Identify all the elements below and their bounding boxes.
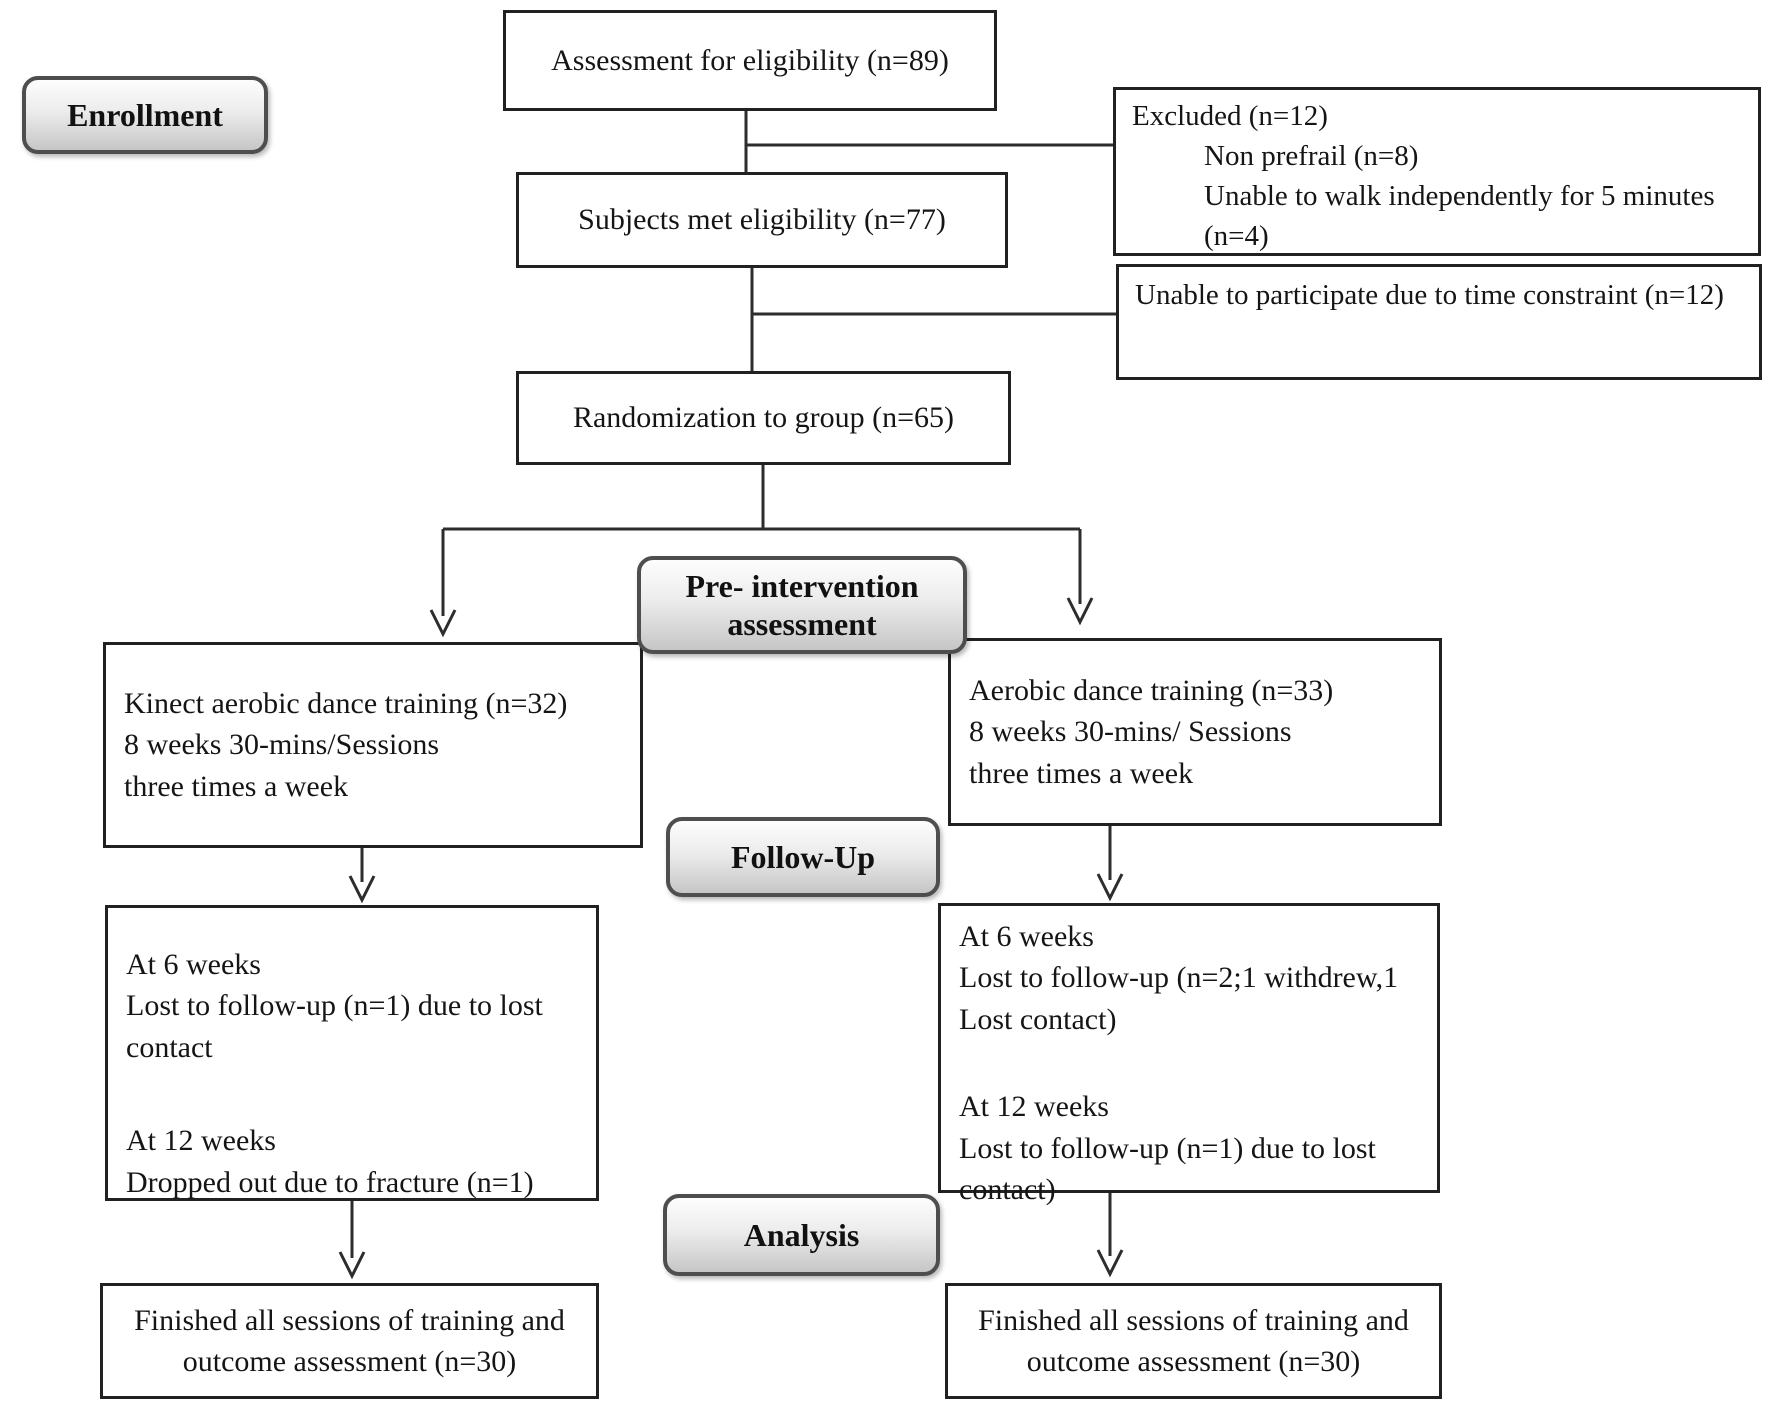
excluded-reason: Non prefrail (n=8) [1204, 140, 1419, 173]
kinect-finished-text: Finished all sessions of training and outcome assessment (n=30) [134, 1303, 565, 1378]
excluded-line: Excluded (n=12) [1132, 100, 1328, 132]
box-randomization-text: Randomization to group (n=65) [572, 401, 955, 435]
kinect-followup-line: At 12 weeks [126, 1124, 276, 1158]
stage-label-enrollment: Enrollment [67, 96, 223, 133]
kinect-followup-line: Lost to follow-up (n=1) due to lost contact [126, 989, 543, 1064]
kinect-followup-line: Dropped out due to fracture (n=1) [126, 1165, 534, 1199]
aerobic-followup-line: Lost to follow-up (n=2;1 withdrew,1 Lost contact) [959, 961, 1399, 1036]
stage-badge-enrollment [22, 76, 268, 154]
box-aerobic-group [948, 638, 1442, 826]
box-aerobic-followup [938, 903, 1440, 1206]
box-kinect-group [103, 642, 643, 848]
aerobic-group-line: Aerobic dance training (n=33) [969, 673, 1334, 707]
stage-label-analysis: Analysis [743, 1216, 860, 1253]
box-aerobic-finished [945, 1283, 1442, 1399]
aerobic-group-line: three times a week [969, 756, 1194, 790]
box-subjects-met-eligibility [516, 172, 1008, 268]
stage-label-pre-intervention: Pre- intervention assessment [685, 567, 919, 642]
aerobic-finished-text: Finished all sessions of training and outcome assessment (n=30) [978, 1303, 1409, 1378]
aerobic-followup-line: At 12 weeks [959, 1090, 1109, 1124]
kinect-group-line: 8 weeks 30-mins/Sessions [124, 728, 439, 762]
excluded-reason: Unable to walk independently for 5 minutes (n=4) [1204, 180, 1715, 253]
stage-badge-pre-intervention [637, 556, 967, 654]
kinect-group-line: Kinect aerobic dance training (n=32) [124, 686, 568, 720]
aerobic-followup-line: Lost to follow-up (n=1) due to lost contact) [959, 1131, 1376, 1206]
box-randomization [516, 371, 1011, 465]
box-eligibility-text: Subjects met eligibility (n=77) [578, 203, 946, 237]
box-time-constraint-text: Unable to participate due to time constraint (n=12) [1135, 279, 1724, 311]
box-kinect-followup [105, 905, 599, 1201]
box-excluded [1113, 87, 1761, 256]
stage-badge-follow-up [666, 817, 940, 897]
box-time-constraint [1116, 264, 1762, 380]
stage-label-follow-up: Follow-Up [731, 838, 875, 875]
kinect-group-line: three times a week [124, 769, 349, 803]
aerobic-followup-line: At 6 weeks [959, 920, 1094, 953]
box-assessment-text: Assessment for eligibility (n=89) [551, 43, 949, 77]
box-assessment-eligibility [503, 10, 997, 111]
stage-badge-analysis [663, 1194, 940, 1276]
box-kinect-finished [100, 1283, 599, 1399]
aerobic-group-line: 8 weeks 30-mins/ Sessions [969, 715, 1292, 749]
kinect-followup-line: At 6 weeks [126, 948, 261, 981]
